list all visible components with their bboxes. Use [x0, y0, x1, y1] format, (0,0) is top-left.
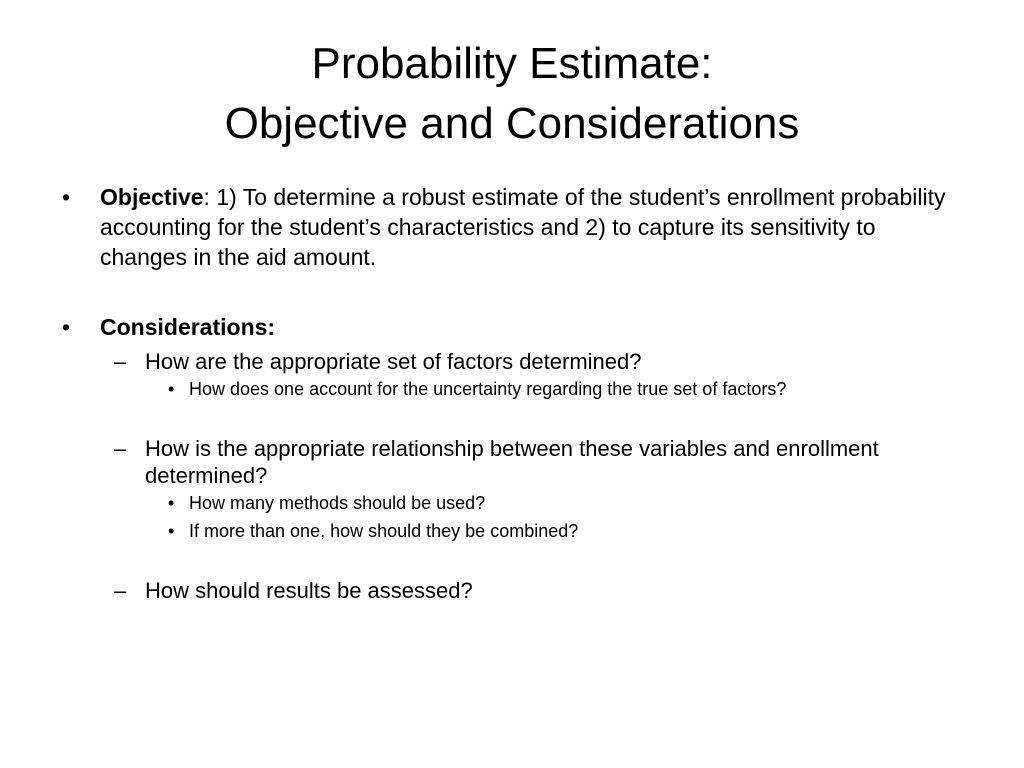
consideration-item — [60, 435, 960, 489]
bullet-objective — [60, 182, 960, 272]
bullet-dot-icon: • — [168, 379, 175, 399]
consideration-text: How is the appropriate relationship between these variables and enrollment determined? — [145, 436, 879, 488]
slide-body — [60, 182, 960, 604]
consideration-subitem-text: How does one account for the uncertainty regarding the true set of factors? — [189, 379, 787, 399]
consideration-text: How should results be assessed? — [145, 578, 473, 603]
considerations-label: Considerations: — [100, 314, 276, 340]
objective-text: : 1) To determine a robust estimate of the student’s enrollment probability accounting for the student’s characteristics and 2) to capture its sensitivity to changes in the aid amount. — [100, 184, 946, 270]
dash-bullet-icon: – — [114, 349, 127, 374]
slide-title — [0, 34, 1024, 154]
dash-bullet-icon: – — [114, 578, 127, 603]
bullet-dot-icon: • — [62, 314, 71, 340]
consideration-text: How are the appropriate set of factors determined? — [145, 349, 642, 374]
consideration-subitem-text: How many methods should be used? — [189, 493, 486, 513]
bullet-considerations — [60, 312, 960, 342]
consideration-item — [60, 348, 960, 375]
slide-title-line-1: Probability Estimate: — [311, 39, 713, 88]
bullet-dot-icon: • — [168, 493, 175, 513]
consideration-subitem — [60, 375, 960, 403]
consideration-subitem — [60, 517, 960, 545]
objective-label: Objective — [100, 184, 204, 210]
bullet-dot-icon: • — [62, 184, 71, 210]
consideration-subitem — [60, 489, 960, 517]
consideration-subitem-text: If more than one, how should they be combined? — [189, 521, 579, 541]
dash-bullet-icon: – — [114, 436, 127, 461]
slide-title-line-2: Objective and Considerations — [224, 99, 800, 148]
consideration-item — [60, 577, 960, 604]
bullet-dot-icon: • — [168, 521, 175, 541]
